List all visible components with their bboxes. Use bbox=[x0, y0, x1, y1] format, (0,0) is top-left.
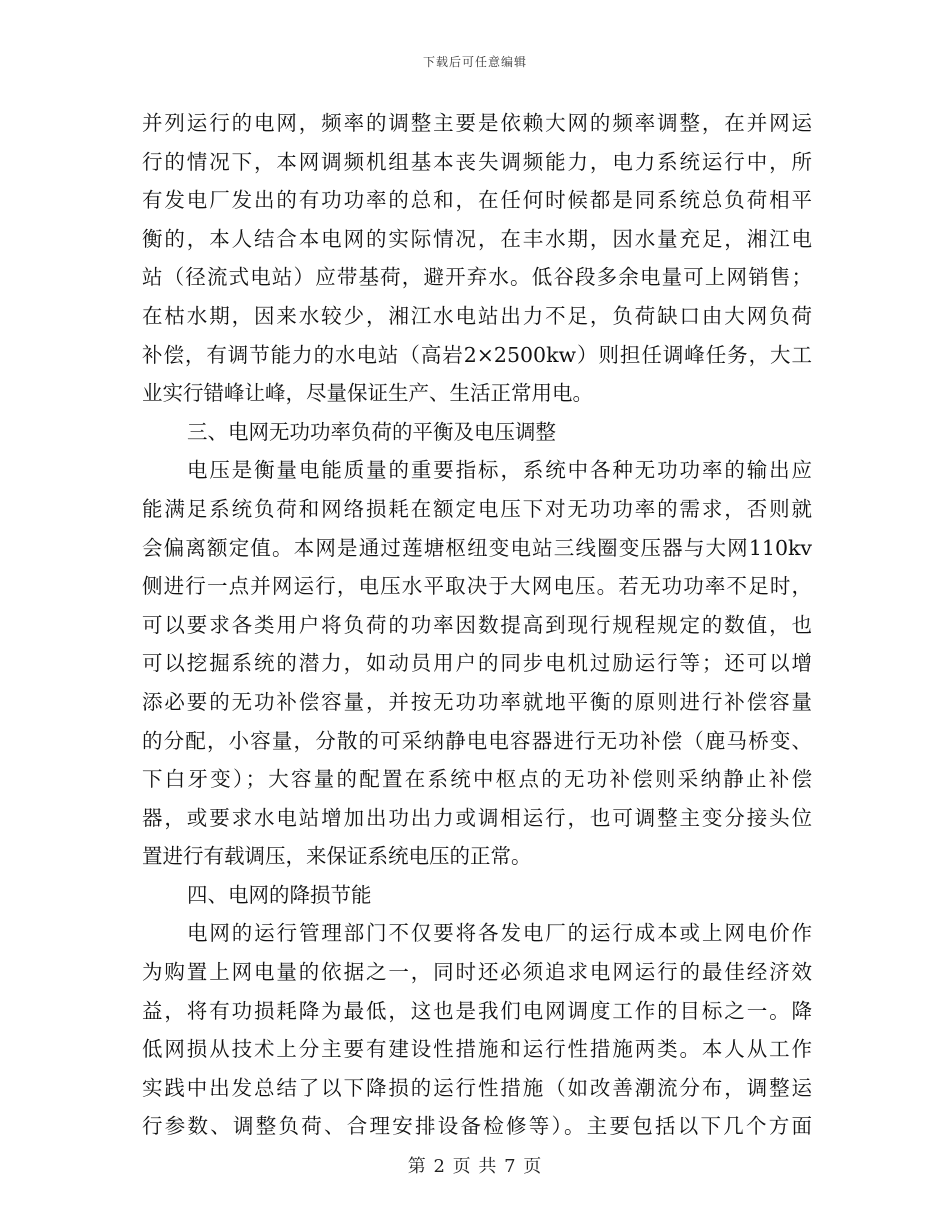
text-line: 实践中出发总结了以下降损的运行性措施（如改善潮流分布，调整运 bbox=[142, 1075, 812, 1100]
text-line: 低网损从技术上分主要有建设性措施和运行性措施两类。本人从工作 bbox=[142, 1037, 812, 1062]
text-line: 电网的运行管理部门不仅要将各发电厂的运行成本或上网电价作 bbox=[187, 921, 812, 946]
text-line: 有发电厂发出的有功功率的总和，在任何时候都是同系统总负荷相平 bbox=[142, 188, 812, 213]
text-line: 在枯水期，因来水较少，湘江水电站出力不足，负荷缺口由大网负荷 bbox=[142, 303, 812, 328]
text-line: 衡的，本人结合本电网的实际情况，在丰水期，因水量充足，湘江电 bbox=[142, 226, 812, 251]
text-line: 置进行有载调压，来保证系统电压的正常。 bbox=[142, 844, 532, 869]
document-body bbox=[142, 104, 812, 1146]
text-line: 侧进行一点并网运行，电压水平取决于大网电压。若无功功率不足时， bbox=[142, 574, 812, 599]
text-line: 为购置上网电量的依据之一，同时还必须追求电网运行的最佳经济效 bbox=[142, 960, 812, 985]
text-line: 行的情况下，本网调频机组基本丧失调频能力，电力系统运行中，所 bbox=[142, 149, 812, 174]
text-line: 可以挖掘系统的潜力，如动员用户的同步电机过励运行等；还可以增 bbox=[142, 651, 812, 676]
text-line: 会偏离额定值。本网是通过莲塘枢纽变电站三线圈变压器与大网110kv bbox=[142, 535, 812, 560]
section-heading: 四、电网的降损节能 bbox=[187, 882, 372, 907]
section-heading: 三、电网无功功率负荷的平衡及电压调整 bbox=[187, 419, 556, 444]
page-header: 下载后可任意编辑 bbox=[422, 55, 527, 69]
text-line: 行参数、调整负荷、合理安排设备检修等）。主要包括以下几个方面 bbox=[142, 1114, 812, 1139]
text-line: 益，将有功损耗降为最低，这也是我们电网调度工作的目标之一。降 bbox=[142, 998, 812, 1023]
text-line: 补偿，有调节能力的水电站（高岩2×2500kw）则担任调峰任务，大工 bbox=[142, 342, 812, 367]
text-line: 可以要求各类用户将负荷的功率因数提高到现行规程规定的数值，也 bbox=[142, 612, 812, 637]
text-line: 下白牙变）；大容量的配置在系统中枢点的无功补偿则采纳静止补偿 bbox=[142, 767, 812, 792]
text-line: 业实行错峰让峰，尽量保证生产、生活正常用电。 bbox=[142, 381, 593, 406]
text-line: 电压是衡量电能质量的重要指标，系统中各种无功功率的输出应 bbox=[187, 458, 812, 483]
text-line: 添必要的无功补偿容量，并按无功功率就地平衡的原则进行补偿容量 bbox=[142, 689, 812, 714]
text-line: 能满足系统负荷和网络损耗在额定电压下对无功功率的需求，否则就 bbox=[142, 496, 812, 521]
text-line: 的分配，小容量，分散的可采纳静电电容器进行无功补偿（鹿马桥变、 bbox=[142, 728, 812, 753]
text-line: 并列运行的电网，频率的调整主要是依赖大网的频率调整，在并网运 bbox=[142, 111, 812, 135]
page-footer: 第 2 页 共 7 页 bbox=[407, 1156, 543, 1177]
text-line: 器，或要求水电站增加出功出力或调相运行，也可调整主变分接头位 bbox=[142, 805, 812, 830]
text-line: 站（径流式电站）应带基荷，避开弃水。低谷段多余电量可上网销售； bbox=[142, 265, 812, 290]
